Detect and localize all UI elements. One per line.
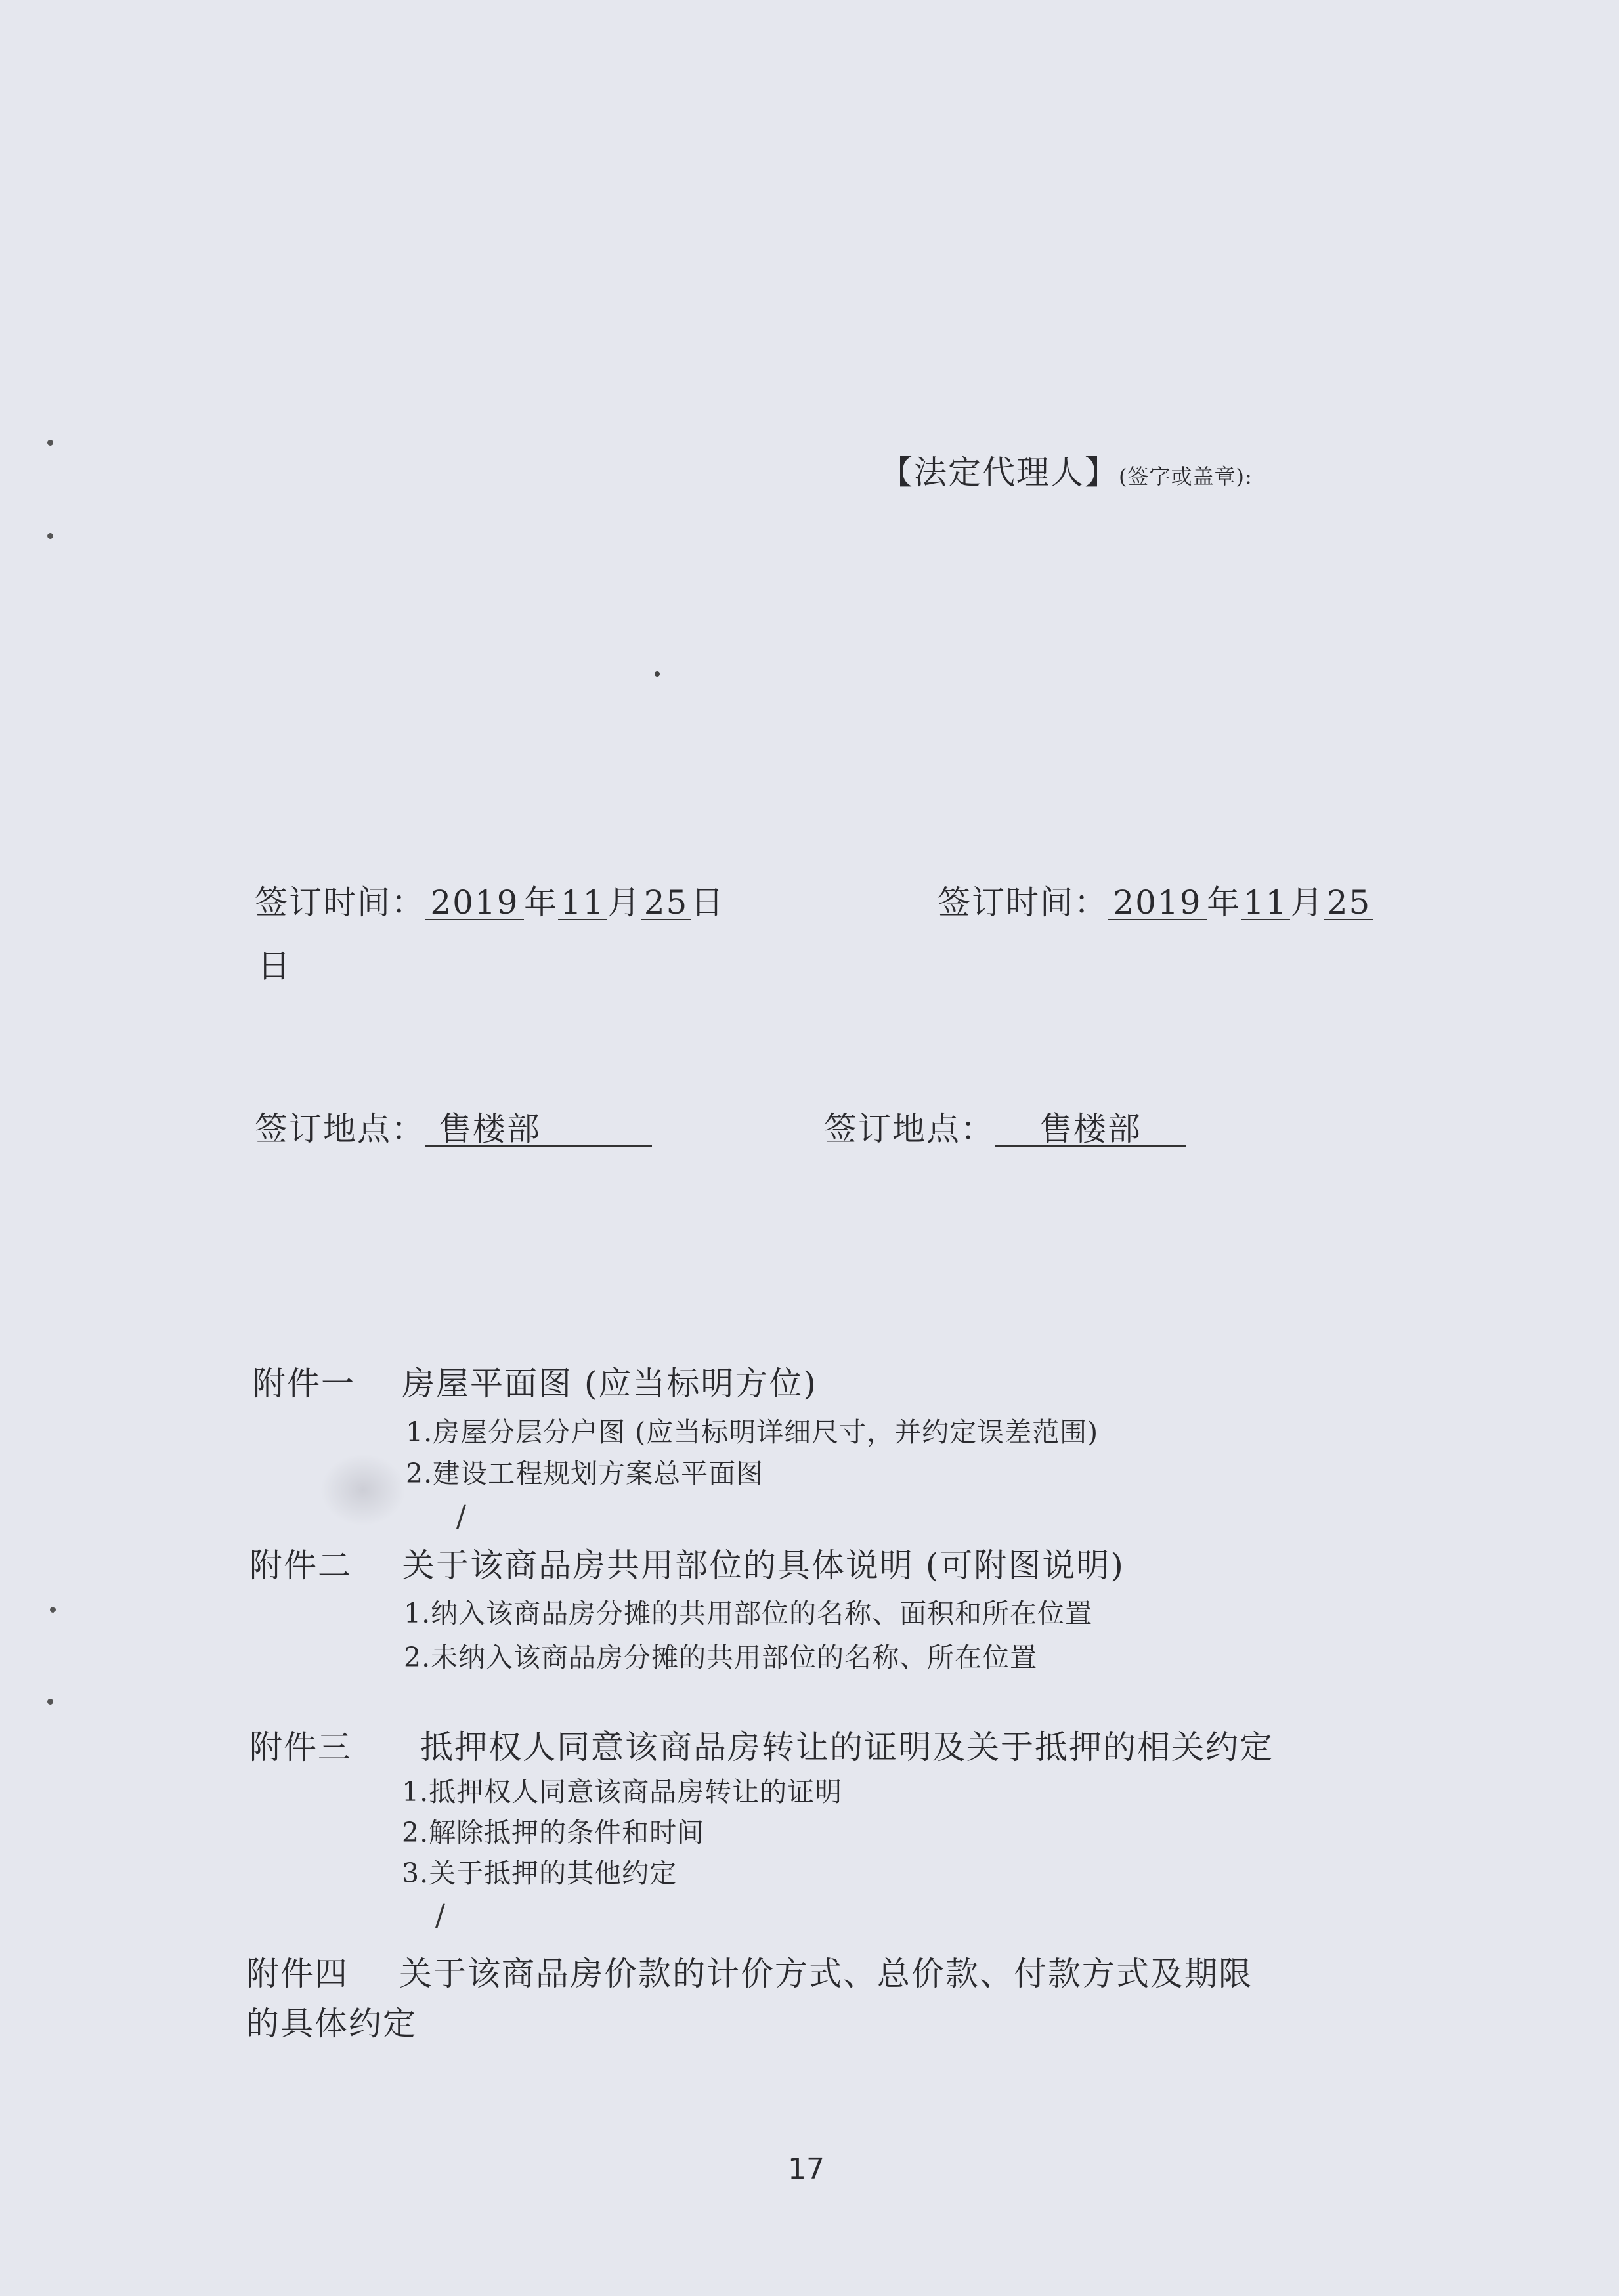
signing-day-char-wrapped: 日 bbox=[257, 947, 291, 985]
attachment-4-label: 附件四 bbox=[246, 1955, 349, 1993]
attachment-1-item-1: 1.房屋分层分户图 (应当标明详细尺寸，并约定误差范围) bbox=[406, 1416, 1099, 1448]
attachment-1-label: 附件一 bbox=[253, 1365, 355, 1403]
scan-speck bbox=[655, 671, 660, 677]
signature-colon: : bbox=[1244, 464, 1253, 489]
signing-time-left bbox=[255, 883, 725, 922]
blank-slash-mark: / bbox=[435, 1899, 445, 1932]
attachment-3-item-1: 1.抵押权人同意该商品房转让的证明 bbox=[402, 1776, 843, 1808]
page-number: 17 bbox=[788, 2152, 825, 2186]
signing-time-right bbox=[938, 883, 1373, 922]
legal-representative-label: 【法定代理人】 bbox=[880, 454, 1119, 492]
signing-place-label: 签订地点： bbox=[824, 1110, 995, 1148]
year-char: 年 bbox=[1207, 883, 1241, 922]
punch-hole-mark bbox=[50, 1607, 56, 1613]
signing-day: 25 bbox=[641, 886, 691, 920]
attachment-2-item-1: 1.纳入该商品房分摊的共用部位的名称、面积和所在位置 bbox=[404, 1598, 1093, 1629]
month-char: 月 bbox=[1290, 883, 1324, 922]
signing-place-value: 售楼部 bbox=[995, 1113, 1186, 1147]
punch-hole-mark bbox=[47, 1699, 53, 1705]
attachment-4-title-continued: 的具体约定 bbox=[246, 2005, 417, 2043]
signing-year: 2019 bbox=[1108, 886, 1207, 920]
signing-place-value: 售楼部 bbox=[425, 1113, 652, 1147]
day-char: 日 bbox=[691, 883, 725, 922]
attachment-3-item-3: 3.关于抵押的其他约定 bbox=[402, 1858, 678, 1889]
blank-slash-mark: / bbox=[456, 1500, 466, 1533]
attachment-2-label: 附件二 bbox=[249, 1546, 352, 1584]
year-char: 年 bbox=[524, 883, 558, 922]
scan-smudge bbox=[320, 1454, 406, 1526]
signing-day: 25 bbox=[1324, 886, 1373, 920]
month-char: 月 bbox=[607, 883, 641, 922]
punch-hole-mark bbox=[47, 533, 53, 539]
attachment-4-title: 关于该商品房价款的计价方式、总价款、付款方式及期限 bbox=[399, 1955, 1253, 1993]
attachment-3-title: 抵押权人同意该商品房转让的证明及关于抵押的相关约定 bbox=[420, 1728, 1274, 1766]
attachment-2-item-2: 2.未纳入该商品房分摊的共用部位的名称、所在位置 bbox=[404, 1642, 1038, 1673]
attachment-1-title: 房屋平面图 (应当标明方位) bbox=[402, 1365, 817, 1403]
signing-month: 11 bbox=[558, 886, 607, 920]
sign-or-seal-note: (签字或盖章) bbox=[1119, 464, 1245, 489]
signing-time-label: 签订时间： bbox=[938, 883, 1108, 922]
attachment-3-item-2: 2.解除抵押的条件和时间 bbox=[402, 1817, 705, 1848]
signing-place-left bbox=[255, 1110, 652, 1148]
signing-time-label: 签订时间： bbox=[255, 883, 425, 922]
attachment-2-title: 关于该商品房共用部位的具体说明 (可附图说明) bbox=[402, 1546, 1125, 1584]
attachment-1-item-2: 2.建设工程规划方案总平面图 bbox=[406, 1458, 764, 1489]
signing-month: 11 bbox=[1241, 886, 1290, 920]
signing-year: 2019 bbox=[425, 886, 524, 920]
attachment-3-label: 附件三 bbox=[249, 1728, 352, 1766]
signing-place-right bbox=[824, 1110, 1186, 1148]
signing-place-label: 签订地点： bbox=[255, 1110, 425, 1148]
legal-representative-signature bbox=[880, 454, 1253, 492]
punch-hole-mark bbox=[47, 440, 53, 446]
